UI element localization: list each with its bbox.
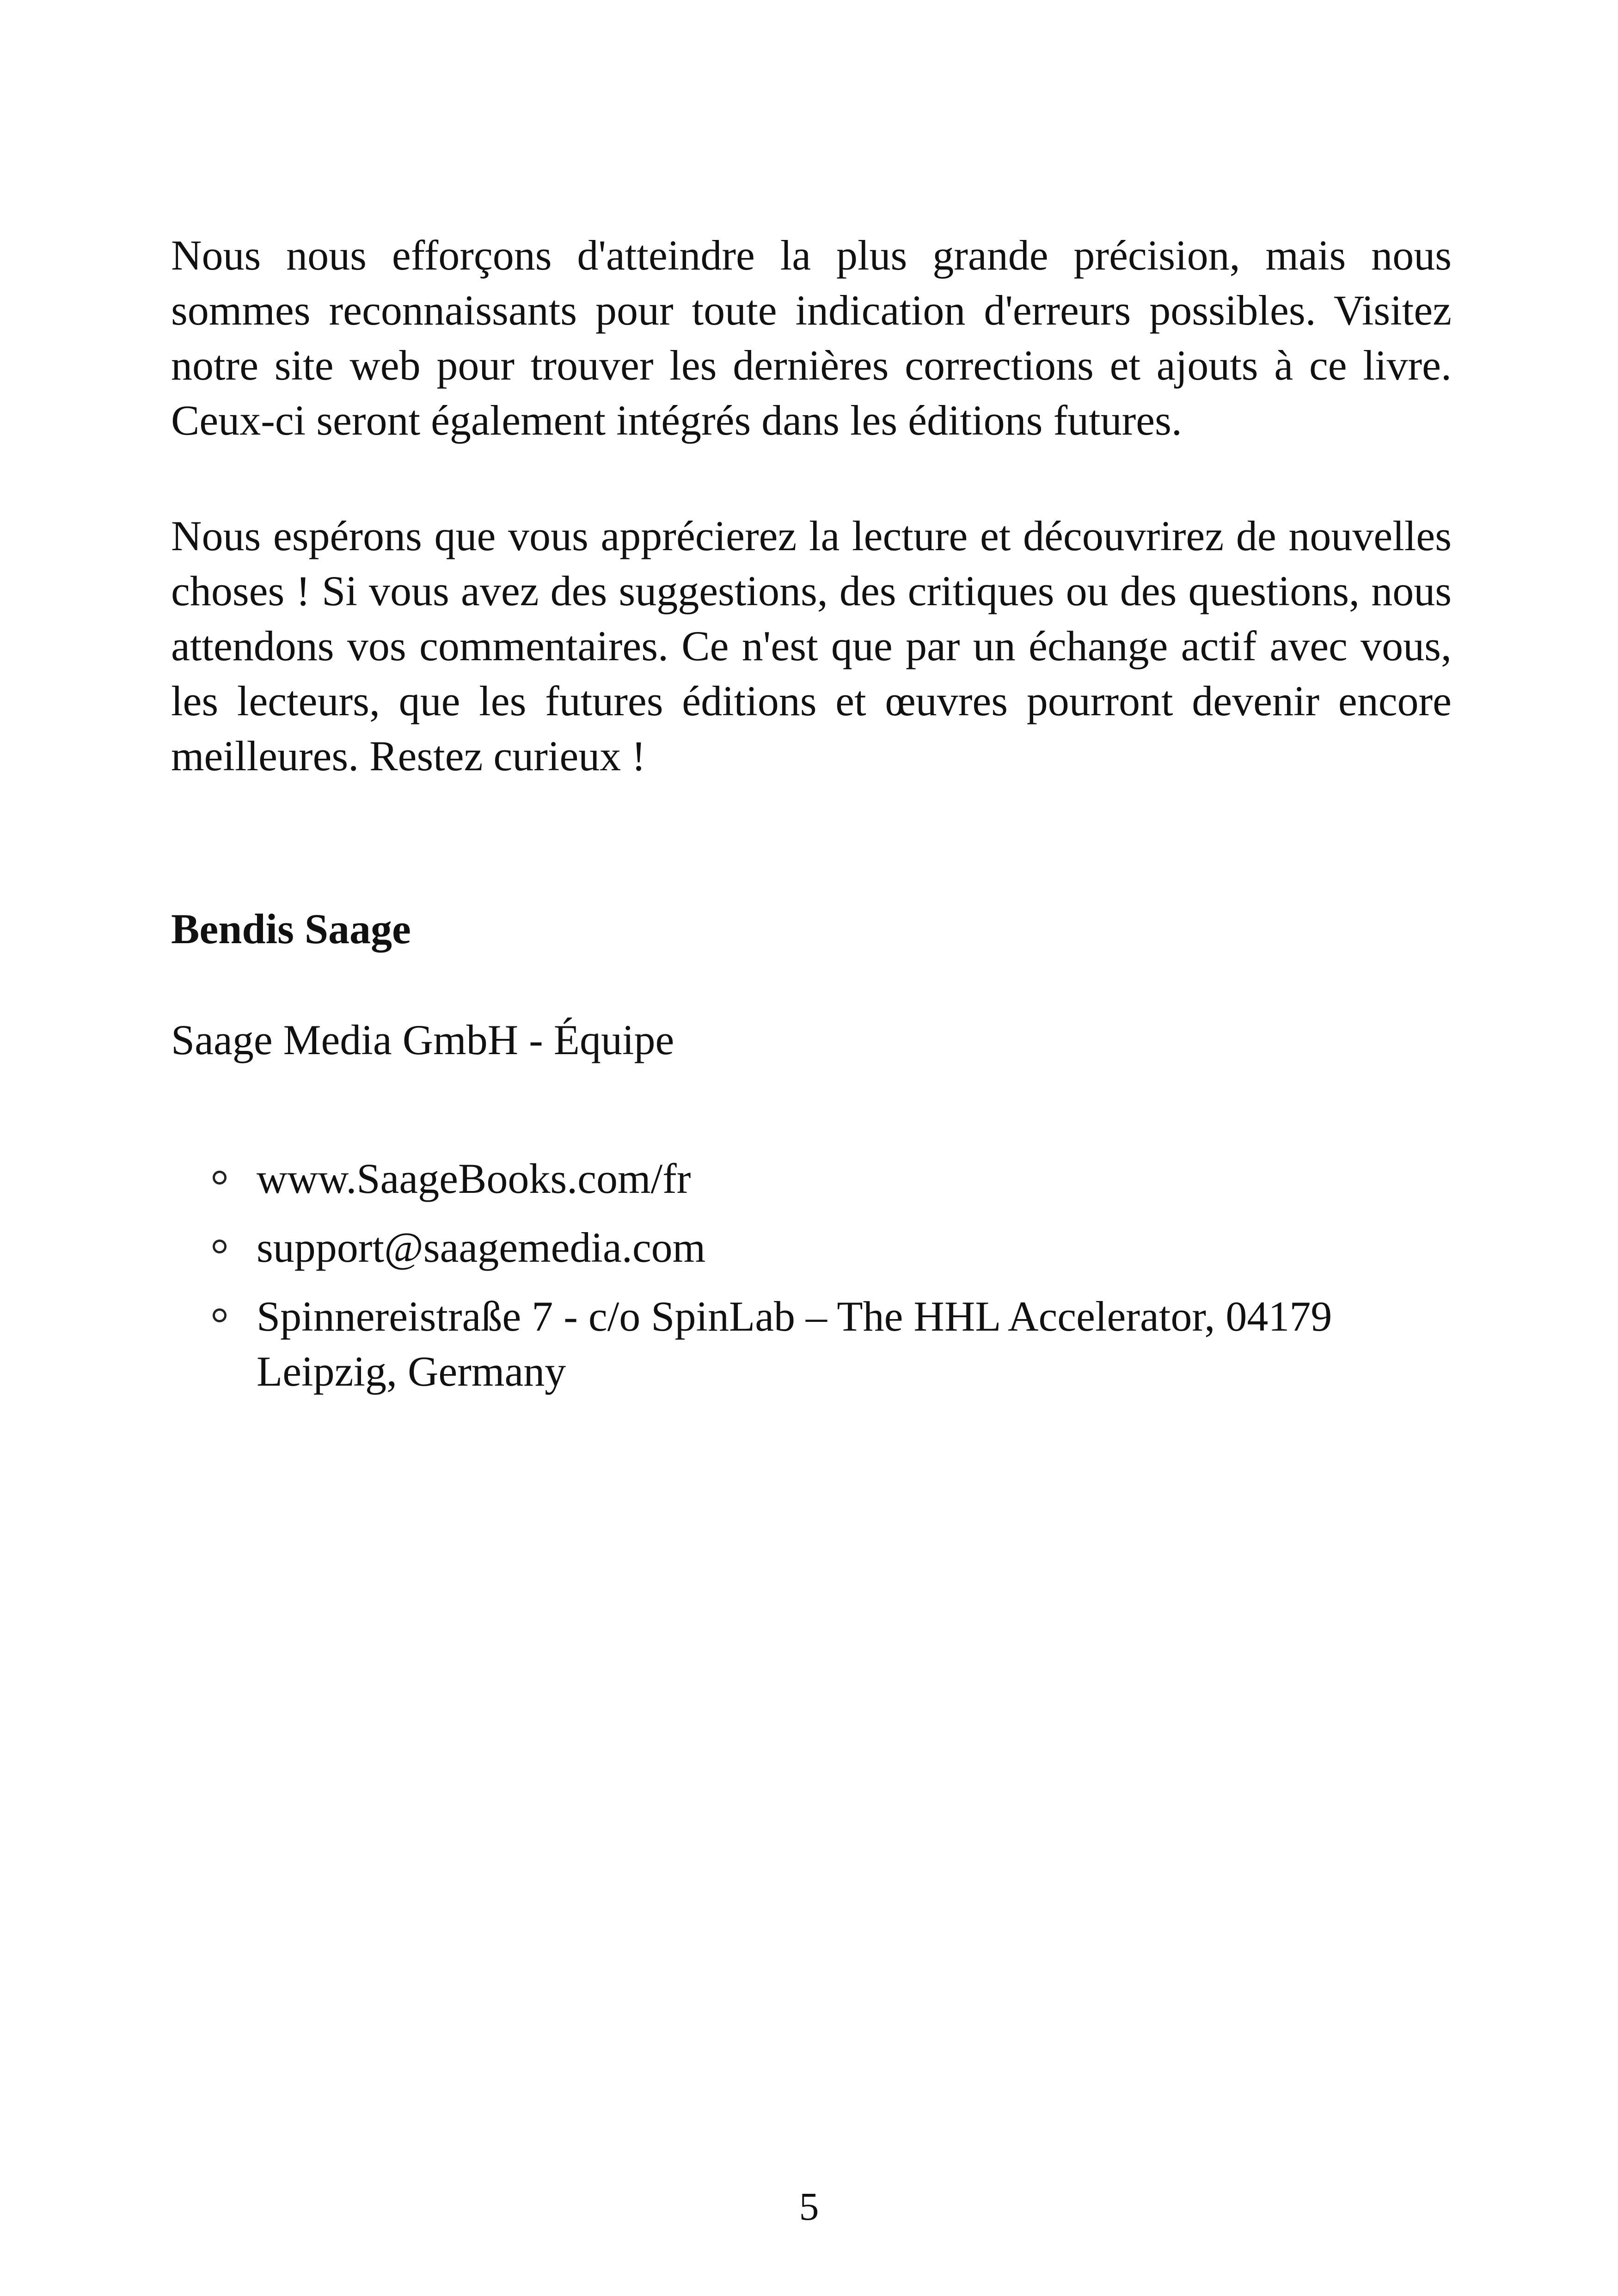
contact-list (213, 1151, 1368, 1413)
contact-text: Spinnereistraße 7 - c/o SpinLab – The HHL Accelerator, 04179 Leipzig, Germany (257, 1293, 1332, 1395)
body-paragraph: Nous espérons que vous apprécierez la lecture et découvrirez de nouvelles choses ! Si vous avez des suggestions, des critiques ou des questions, nous attendons vos commentaires. Ce n'est que par un échange actif avec vous, les lecteurs, que les futures éditions et œuvres pourront devenir encore meilleures. Restez curieux ! (171, 512, 1452, 780)
body-paragraph: Nous nous efforçons d'atteindre la plus grande précision, mais nous sommes reconnaissants pour toute indication d'erreurs possibles. Visitez notre site web pour trouver les dernières corrections et ajouts à ce livre. Ceux-ci seront également intégrés dans les éditions futures. (171, 232, 1452, 444)
team-name: Saage Media GmbH - Équipe (171, 1016, 674, 1063)
page-number: 5 (799, 2184, 819, 2228)
circle-bullet-icon (213, 1308, 227, 1322)
author-signature: Bendis Saage (171, 905, 411, 952)
contact-text[interactable]: www.SaageBooks.com/fr (257, 1155, 691, 1202)
contact-text[interactable]: support@saagemedia.com (257, 1224, 706, 1271)
contact-item-address (213, 1289, 1368, 1399)
contact-item-website[interactable] (213, 1151, 1368, 1206)
circle-bullet-icon (213, 1171, 227, 1185)
contact-item-email[interactable] (213, 1220, 1368, 1275)
circle-bullet-icon (213, 1240, 227, 1253)
